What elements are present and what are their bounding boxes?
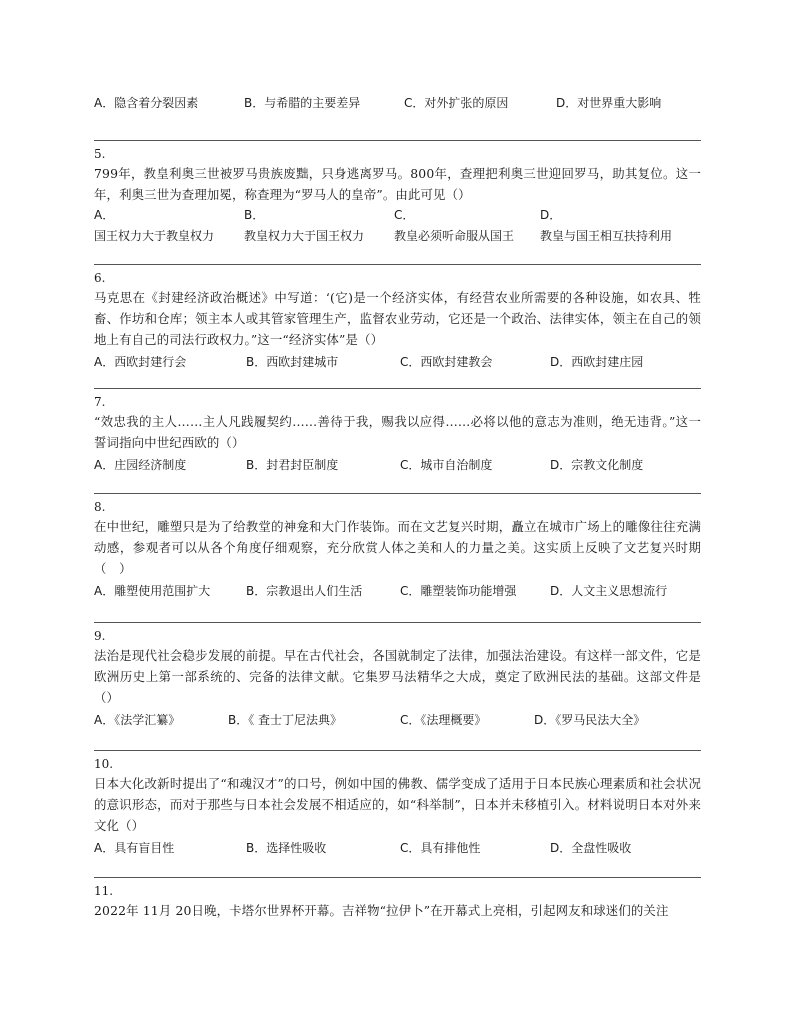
option-a[interactable]: A．雕塑使用范围扩大 <box>94 584 211 598</box>
divider <box>94 493 701 494</box>
question-options <box>94 708 701 730</box>
option-b[interactable]: B．西欧封建城市 <box>246 355 339 369</box>
option-d[interactable]: D．宗教文化制度 <box>550 458 644 472</box>
option-d[interactable]: D．对世界重大影响 <box>556 96 662 110</box>
question-options <box>94 579 701 601</box>
option-text: 教皇必须听命服从国王 <box>394 229 515 243</box>
question-11 <box>94 881 701 921</box>
question-number: 10. <box>94 757 114 771</box>
option-d[interactable]: D．西欧封建庄园 <box>550 355 644 369</box>
question-5 <box>94 144 701 247</box>
divider <box>94 140 701 141</box>
question-7 <box>94 392 701 475</box>
option-d[interactable]: D．《罗马民法大全》 <box>534 713 646 727</box>
question-stem: 马克思在《封建经济政治概述》中写道：‘(它)是一个经济实体，有经营农业所需要的各种设施，如农具、牲畜、作坊和仓库；领主本人或其管家管理生产，监督农业劳动，它还是一个政治、法律实体，领主在自己的领地上有自己的司法行政权力。”这一“经济实体”是（） <box>94 290 701 347</box>
question-9 <box>94 626 701 730</box>
divider <box>94 388 701 389</box>
option-c[interactable]: C．具有排他性 <box>400 841 481 855</box>
option-letter: B． <box>244 208 265 222</box>
option-text: 教皇与国王相互扶持利用 <box>540 229 673 243</box>
question-number: 7. <box>94 395 106 409</box>
question-number: 8. <box>94 500 106 514</box>
option-c[interactable]: C．《法理概要》 <box>400 713 487 727</box>
option-b[interactable]: B．《 査士丁尼法典》 <box>228 713 343 727</box>
question-number: 11. <box>94 884 114 898</box>
question-8 <box>94 497 701 601</box>
option-c[interactable]: C．雕塑装饰功能增强 <box>400 584 517 598</box>
question-stem: 2022年 11月 20日晚，卡塔尔世界杯开幕。吉祥物“拉伊卜”在开幕式上亮相，引起网友和球迷们的关注 <box>94 903 669 918</box>
option-letter: C． <box>394 208 415 222</box>
question-options <box>94 836 701 858</box>
question-number: 9. <box>94 629 106 643</box>
question-number: 6. <box>94 271 106 285</box>
question-number: 5. <box>94 147 106 161</box>
option-text: 教皇权力大于国王权力 <box>244 229 365 243</box>
previous-question-options <box>94 94 704 114</box>
option-a[interactable]: A．具有盲目性 <box>94 841 175 855</box>
option-letter: A． <box>94 208 115 222</box>
question-options <box>94 205 701 247</box>
option-b[interactable]: B．封君封臣制度 <box>246 458 339 472</box>
question-stem: “效忠我的主人……主人凡践履契约……善待于我，赐我以应得……必将以他的意志为准则，绝无违背。”这一誓词指向中世纪西欧的（） <box>94 414 701 450</box>
option-d[interactable]: D．全盘性吸收 <box>550 841 632 855</box>
divider <box>94 622 701 623</box>
option-d[interactable] <box>540 205 672 247</box>
question-stem: 法治是现代社会稳步发展的前提。早在古代社会，各国就制定了法律，加强法治建设。有这样一部文件，它是欧洲历史上第一部系统的、完备的法律文献。它集罗马法精华之大成，奠定了欧洲民法的基础。这部文件是（） <box>94 648 701 705</box>
option-c[interactable]: C．对外扩张的原因 <box>404 96 509 110</box>
option-a[interactable] <box>94 205 214 247</box>
question-10 <box>94 754 701 858</box>
question-options <box>94 453 701 475</box>
option-c[interactable]: C．城市自治制度 <box>400 458 493 472</box>
question-stem: 日本大化改新时提出了“和魂汉才”的口号，例如中国的佛教、儒学变成了适用于日本民族心理素质和社会状况的意识形态，而对于那些与日本社会发展不相适应的，如“科举制”，日本并未移植引入。材料说明日本对外来文化（） <box>94 776 701 833</box>
divider <box>94 264 701 265</box>
option-b[interactable]: B．选择性吸收 <box>246 841 327 855</box>
option-a[interactable]: A．西欧封建行会 <box>94 355 187 369</box>
option-b[interactable]: B．与希腊的主要差异 <box>244 96 361 110</box>
question-options <box>94 350 701 372</box>
question-stem: 799年，教皇利奥三世被罗马贵族废黜，只身逃离罗马。800年，查理把利奥三世迎回罗马，助其复位。这一年，利奥三世为查理加冕，称查理为“罗马人的皇帝”。由此可见（） <box>94 166 701 202</box>
option-a[interactable]: A．《法学汇纂》 <box>94 713 181 727</box>
option-c[interactable] <box>394 205 514 247</box>
option-c[interactable]: C．西欧封建教会 <box>400 355 493 369</box>
option-a[interactable]: A．隐含着分裂因素 <box>94 96 199 110</box>
question-6 <box>94 268 701 372</box>
option-b[interactable] <box>244 205 364 247</box>
question-stem: 在中世纪，雕塑只是为了给教堂的神龛和大门作装饰。而在文艺复兴时期，矗立在城市广场上的雕像往往充满动感，参观者可以从各个角度仔细观察，充分欣赏人体之美和人的力量之美。这实质上反映了文艺复兴时期（ ） <box>94 519 701 576</box>
option-letter: D． <box>540 208 562 222</box>
option-b[interactable]: B．宗教退出人们生活 <box>246 584 363 598</box>
option-text: 国王权力大于教皇权力 <box>94 229 215 243</box>
divider <box>94 877 701 878</box>
option-a[interactable]: A．庄园经济制度 <box>94 458 187 472</box>
divider <box>94 750 701 751</box>
option-d[interactable]: D．人文主义思想流行 <box>550 584 668 598</box>
